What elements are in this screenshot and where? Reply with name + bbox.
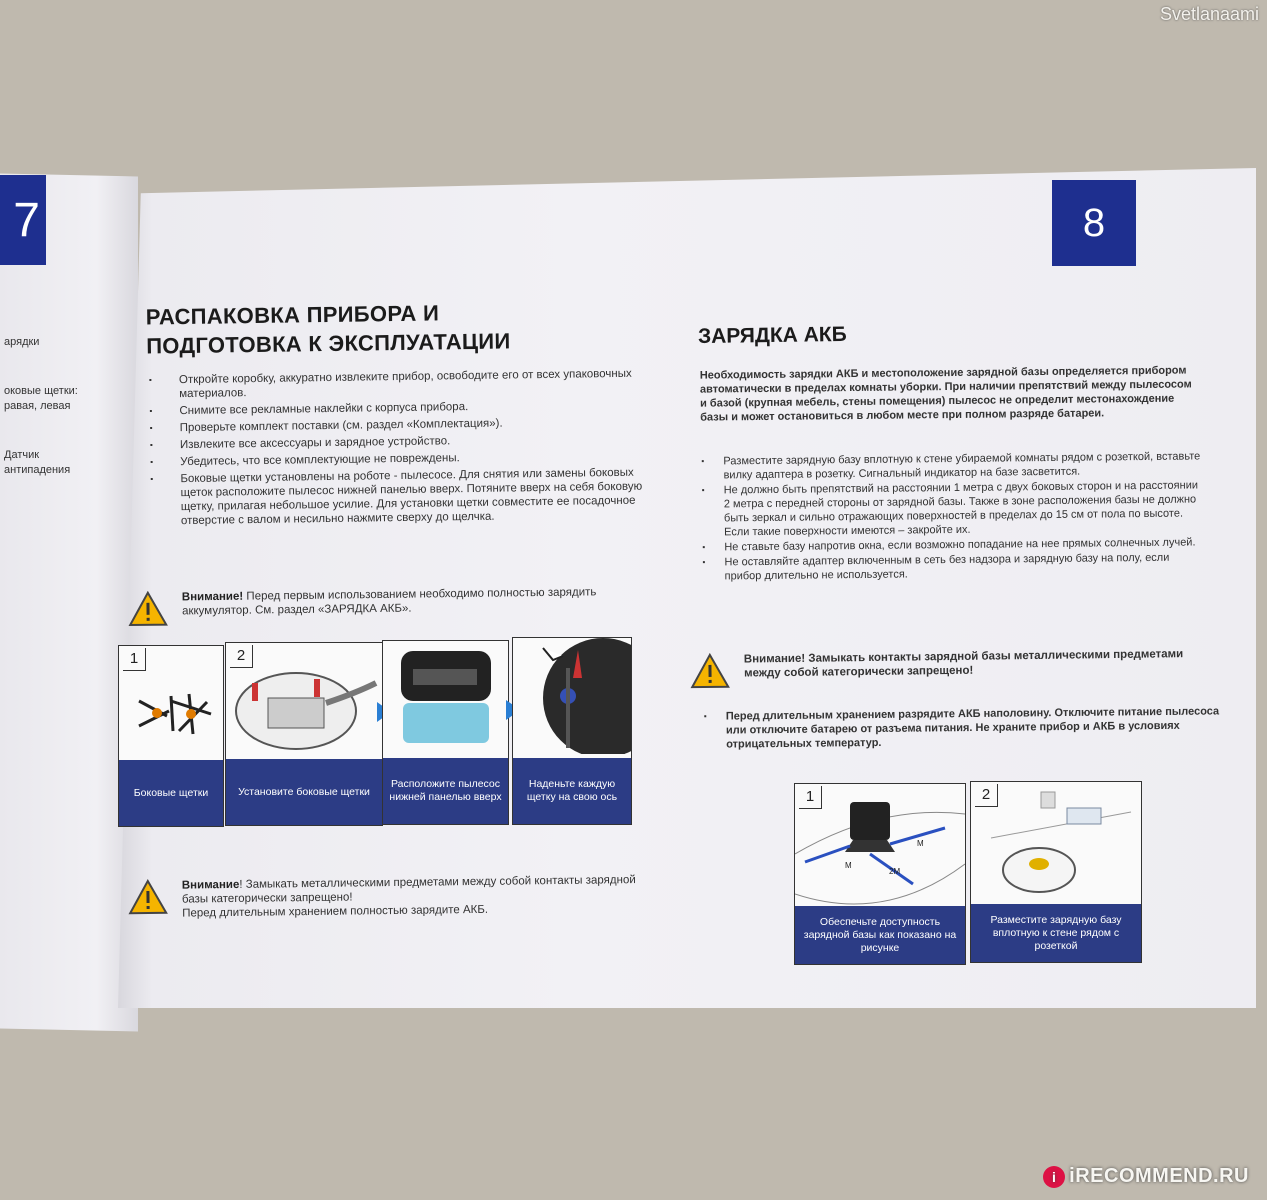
warning-text: Замыкать контакты зарядной базы металлическими предметами между собой категорически запрещено! [743,648,1184,680]
panel-number: 2 [230,645,253,668]
warning-text: Перед первым использованием необходимо полностью зарядить аккумулятор. См. раздел «ЗАРЯДКА АКБ». [181,586,597,618]
charging-title: ЗАРЯДКА АКБ [697,322,847,349]
list-item: ▪ Извлеките все аксессуары и зарядное устройство. [150,432,650,453]
site-watermark [1043,1165,1249,1188]
unpacking-title [146,297,511,360]
warning-label: Внимание! [181,590,244,604]
warning-label: Внимание [181,878,240,892]
fragment-side-brushes: оковые щетки: равая, левая [4,385,78,412]
warning-icon [128,591,168,627]
panel-caption: Наденьте каждую щетку на свою ось [513,758,631,824]
list-item: ▪ Не должно быть препятствий на расстоянии 1 метра с двух боковых сторон и на расстоянии 2 метра с передней стороны от зарядной базы. Также в зоне расположения базы не должно быть зеркал и сильно отражающих поверхностей в пределах до 15 см от пола по высоте. Если такие поверхности имеются – закройте их. [702,478,1203,539]
label-meter: M [845,861,852,870]
site-watermark-text: iRECOMMEND.RU [1069,1165,1249,1187]
warning-charging-contacts [690,647,1210,689]
illustration-panel-1 [118,645,224,827]
panel-caption: Боковые щетки [119,760,223,826]
robot-flipped-icon [383,641,508,753]
panel-caption: Разместите зарядную базу вплотную к стене рядом с розеткой [971,904,1141,962]
left-page [0,174,138,1032]
page-number-left: 7 [0,175,46,265]
site-logo-icon: i [1043,1166,1065,1188]
list-item: ▪ Не оставляйте адаптер включенным в сеть без надзора и зарядную базу на полу, если прибор длительно не используется. [702,550,1202,583]
panel-caption: Установите боковые щетки [226,759,382,825]
illustration-panel-3 [382,640,509,825]
list-item: ▪ Не ставьте базу напротив окна, если возможно попадание на нее прямых солнечных лучей. [702,535,1202,554]
illustration-panel-6 [970,781,1142,963]
label-meter: M [917,839,924,848]
unpacking-steps [149,367,651,532]
illustration-panel-5 [794,783,966,965]
left-page-fragments [4,335,78,512]
warning-icon [128,879,168,915]
warning-icon [690,653,730,689]
list-item: ▪ Убедитесь, что все комплектующие не повреждены. [150,449,650,470]
warning-contacts [128,873,658,921]
panel-number: 2 [975,784,998,807]
fragment-cliff-sensor: Датчик антипадения [4,449,71,476]
panel-caption: Расположите пылесос нижней панелью вверх [383,758,508,824]
illustration-panel-4 [512,637,632,825]
list-item: ▪ Боковые щетки установлены на роботе - пылесосе. Для снятия или замены боковых щеток расположите пылесос нижней панелью вверх. Потяните вверх на себя боковую щетку, прилагая небольшое усилие. Для установки щетки совместите ее посадочное отверстие с валом и несильно нажмите сверху до щелчка. [150,466,651,529]
label-two-meters: 2M [889,867,901,876]
panel-number: 1 [123,648,146,671]
illustration-panel-2 [225,642,383,826]
brush-install-icon [513,638,631,754]
unpacking-title-line1: РАСПАКОВКА ПРИБОРА И [145,300,440,330]
charging-intro: Необходимость зарядки АКБ и местоположение зарядной базы определяется прибором автоматически в пределах комнаты уборки. При наличии препятствий между пылесосом и базой (крупная мебель, стены помещения) пылесос не определит местонахождение базы и может остановиться в любом месте при полном разряде батареи. [699,364,1192,424]
warning-label: Внимание! [743,652,806,666]
author-watermark: Svetlanaami [1159,4,1259,24]
page-number-right: 8 [1052,180,1136,266]
warning-text-2: Перед длительным хранением полностью зарядите АКБ. [182,903,489,920]
list-item: ▪ Откройте коробку, аккуратно извлеките прибор, освободите его от всех упаковочных материалов. [149,367,649,402]
fragment-charging: арядки [4,336,40,348]
list-item: ▪ Проверьте комплект поставки (см. раздел «Комплектация»). [150,415,650,436]
list-item: ▪ Снимите все рекламные наклейки с корпуса прибора. [149,398,649,419]
unpacking-title-line2: ПОДГОТОВКА К ЭКСПЛУАТАЦИИ [146,328,511,359]
panel-number: 1 [799,786,822,809]
storage-note: ▪ Перед длительным хранением разрядите АКБ наполовину. Отключите питание пылесоса или отключите батарею от разъема питания. Не храните прибор и АКБ в условиях отрицательных температур. [704,704,1236,752]
warning-first-use [128,585,628,627]
warning-text: ! Замыкать металлическими предметами между собой контакты зарядной базы категорически запрещено! [181,874,636,906]
panel-caption: Обеспечьте доступность зарядной базы как показано на рисунке [795,906,965,964]
charging-steps [701,449,1202,584]
list-item: ▪ Разместите зарядную базу вплотную к стене убираемой комнаты рядом с розеткой, вставьте вилку адаптера в розетку. Сигнальный индикатор на базе засветится. [701,449,1201,482]
